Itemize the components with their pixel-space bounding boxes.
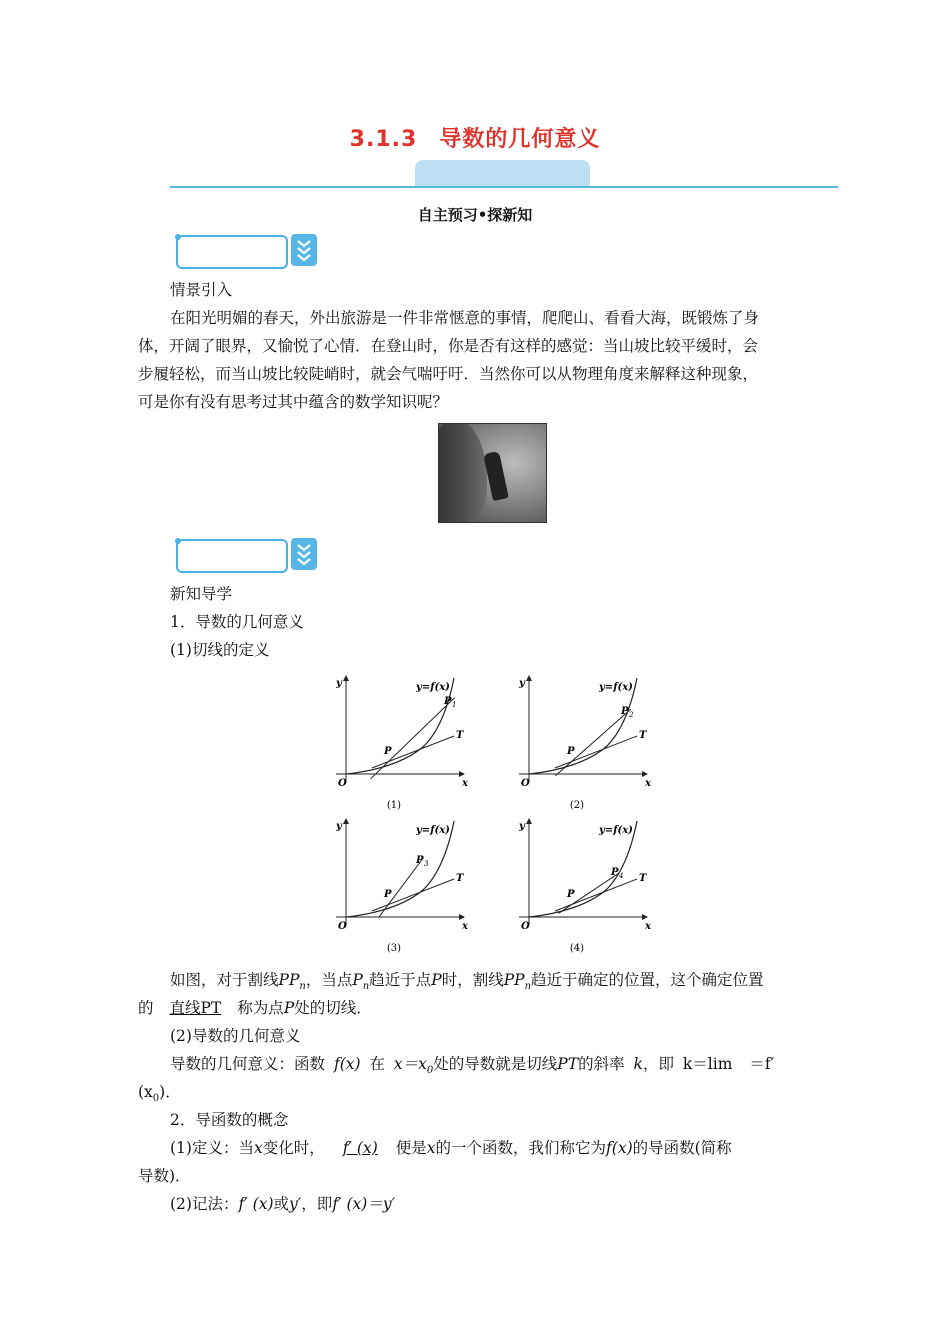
intro-line-1: 在阳光明媚的春天，外出旅游是一件非常惬意的事情，爬爬山、看看大海，既锻炼了身 [170,309,760,327]
graph-caption: (2) [569,800,585,811]
function-label: y=f(x) [599,682,633,693]
point-p-label: P [384,889,392,900]
point-pn-label: P [416,855,424,866]
origin-label: O [338,921,347,932]
point-pn-subscript: 2 [629,711,634,719]
point-pn-subscript: 1 [452,701,457,709]
geometric-meaning-line-2: $(x_0)$． [138,1083,181,1105]
graph-caption: (4) [569,943,585,954]
y-axis-label: y [519,678,525,689]
label-box [176,235,288,269]
intro-line-3: 步履轻松，而当山坡比较陡峭时，就会气喘吁吁．当然你可以从物理角度来解释这种现象， [138,365,759,383]
climber-photo [438,423,547,523]
chevron-down-icon [291,234,317,266]
function-label: y=f(x) [599,825,633,836]
answer-blank: 直线PT [169,999,222,1017]
heading-1-1: (1)切线的定义 [170,641,270,659]
geometric-meaning-line-1: 导数的几何意义：函数 f(x) 在 $x=x_0$处的导数就是切线PT的斜率 k，即 k＝lim ＝f′ [170,1055,775,1077]
label-box [176,539,288,573]
graph-panel [518,819,652,954]
point-p-label: P [384,746,392,757]
header-rule [170,186,838,188]
definition-line-2: 的 直线PT 称为点P处的切线． [138,999,372,1017]
title-number: 3.1.3 [349,127,418,152]
intro-line-4: 可是你有没有思考过其中蕴含的数学知识呢？ [138,393,449,411]
origin-label: O [338,778,347,789]
point-pn-label: P [621,706,629,717]
header-tab [415,160,590,187]
x-axis-label: x [645,921,651,932]
secant-line [371,698,455,779]
graph-caption: (3) [386,943,402,954]
point-p-label: P [567,889,575,900]
graph-panel [518,676,652,811]
climber-figure [483,451,509,501]
chevron-down-icon [291,538,317,570]
heading-1: 1．导数的几何意义 [170,613,304,631]
graph-caption: (1) [386,800,402,811]
intro-label: 情景引入 [170,281,233,299]
dot-icon [175,538,181,544]
heading-1-2: (2)导数的几何意义 [170,1027,301,1045]
point-pn-subscript: 3 [424,860,429,868]
origin-label: O [521,778,530,789]
graph-panel [335,819,469,954]
origin-label: O [521,921,530,932]
function-label: y=f(x) [416,825,450,836]
rock-shape [438,423,487,523]
x-axis-label: x [462,778,468,789]
answer-blank: f′ (x) [342,1139,378,1157]
dot-icon [175,234,181,240]
tangent-figures [316,672,666,970]
point-pn-subscript: 4 [619,872,624,880]
concept-line-1: (1)定义：当x变化时， f′ (x) 便是x的一个函数，我们称它为f(x)的导函数(简称 [170,1139,732,1157]
title-text: 导数的几何意义 [439,127,601,152]
y-axis-label: y [336,678,342,689]
concept-line-2: 导数)． [138,1167,191,1185]
page-title [0,122,950,153]
y-axis-label: y [519,821,525,832]
point-t-label: T [456,873,464,884]
x-axis-label: x [462,921,468,932]
y-axis-label: y [336,821,342,832]
point-pn-label: P [611,867,619,878]
secant-line [379,859,423,917]
intro-line-2: 体，开阔了眼界，又愉悦了心情．在登山时，你是否有这样的感觉：当山坡比较平缓时，会 [138,337,759,355]
graph-panel [335,676,469,811]
notation-line: (2)记法：f′ (x)或y′，即f′ (x)＝y′ [170,1195,396,1213]
point-t-label: T [639,730,647,741]
section-heading: 自主预习•探新知 [417,206,533,224]
definition-line-1: 如图，对于割线$PP_n$，当点$P_n$趋近于点P时，割线$PP_n$趋近于确定的位置，这个确定位置 [170,971,764,993]
point-t-label: T [639,873,647,884]
point-t-label: T [456,730,464,741]
point-pn-label: P [444,696,452,707]
new-label: 新知导学 [170,585,233,603]
point-p-label: P [567,746,575,757]
x-axis-label: x [645,778,651,789]
function-label: y=f(x) [416,682,450,693]
heading-2: 2．导函数的概念 [170,1111,289,1129]
